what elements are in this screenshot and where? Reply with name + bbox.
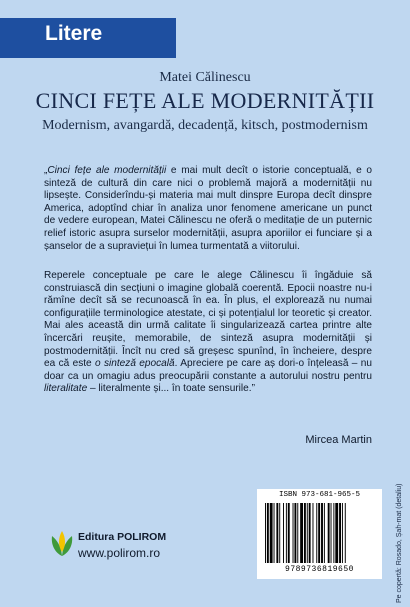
paragraph-1-text: e mai mult decît o istorie conceptuală, e o sinteză de cultură din care nici o problemă majoră a modernității nu lipsește. Considerîndu-și materia mai mult dinspre Europa decît dinspre America, adoptînd chiar în analiza unor fenomene americane un punct de vedere european, Matei Călinescu ne oferă o meditație de un puternic relief istoric asupra surselor modernității, asupra aporiilor ei funciare și a șanselor de a supraviețui în lumea turmentată a viitorului. bbox=[44, 165, 373, 252]
cover-credit bbox=[396, 483, 406, 603]
barcode-graphic bbox=[263, 503, 376, 565]
publisher-url: www.polirom.ro bbox=[78, 546, 161, 560]
barcode-box bbox=[257, 489, 382, 579]
paragraph-2-text-e: – literalmente și... în toate sensurile.” bbox=[87, 383, 255, 395]
barcode-number: 9789736819650 bbox=[285, 565, 354, 574]
polirom-logo-icon bbox=[49, 528, 75, 558]
quote-signature: Mircea Martin bbox=[305, 434, 372, 446]
isbn-label: ISBN 973-681-965-5 bbox=[278, 491, 360, 499]
paragraph-2-italic-b: o sinteză epocală bbox=[95, 358, 175, 370]
paragraph-2-text-a: Reperele conceptuale pe care le alege Călinescu îi îngăduie să construiască din secțiuni o imagine globală coerentă. Epocii noastre nu-i rămîne decît să se recunoască în ea. În plus, el explorează nu numai configurațiile terminologice atestate, ci și potențialul lor teoretic și creator. Mai ales această din urmă calitate îi singularizează cartea printre alte încercări reușite, memorabile, de sinteză asupra modernității și postmodernității. Încît nu cred să greșesc spunînd, în încheiere, despre ea că este bbox=[44, 270, 372, 370]
book-title: CINCI FEȚE ALE MODERNITĂȚII bbox=[35, 88, 375, 113]
blurb-paragraph-1 bbox=[44, 165, 372, 253]
paragraph-2-italic-d: literalitate bbox=[44, 383, 88, 395]
paragraph-2-text-c: . Apreciere pe care aș dori-o înțeleasă – nu doar ca un omagiu adus preocupării constante a autorului nostru pentru bbox=[44, 358, 372, 382]
series-banner bbox=[0, 18, 176, 58]
title-italic: Cinci fețe ale modernității bbox=[47, 165, 167, 176]
series-label: Litere bbox=[45, 22, 103, 45]
open-quote: „ bbox=[44, 165, 48, 176]
cover-credit-text: Pe copertă: Rosado, Șah-mat (detaliu) bbox=[396, 483, 403, 603]
book-subtitle: Modernism, avangardă, decadență, kitsch, postmodernism bbox=[42, 118, 368, 133]
blurb-paragraph-2 bbox=[44, 270, 372, 396]
author-name: Matei Călinescu bbox=[159, 70, 251, 85]
publisher-name: Editura POLIROM bbox=[78, 531, 167, 543]
